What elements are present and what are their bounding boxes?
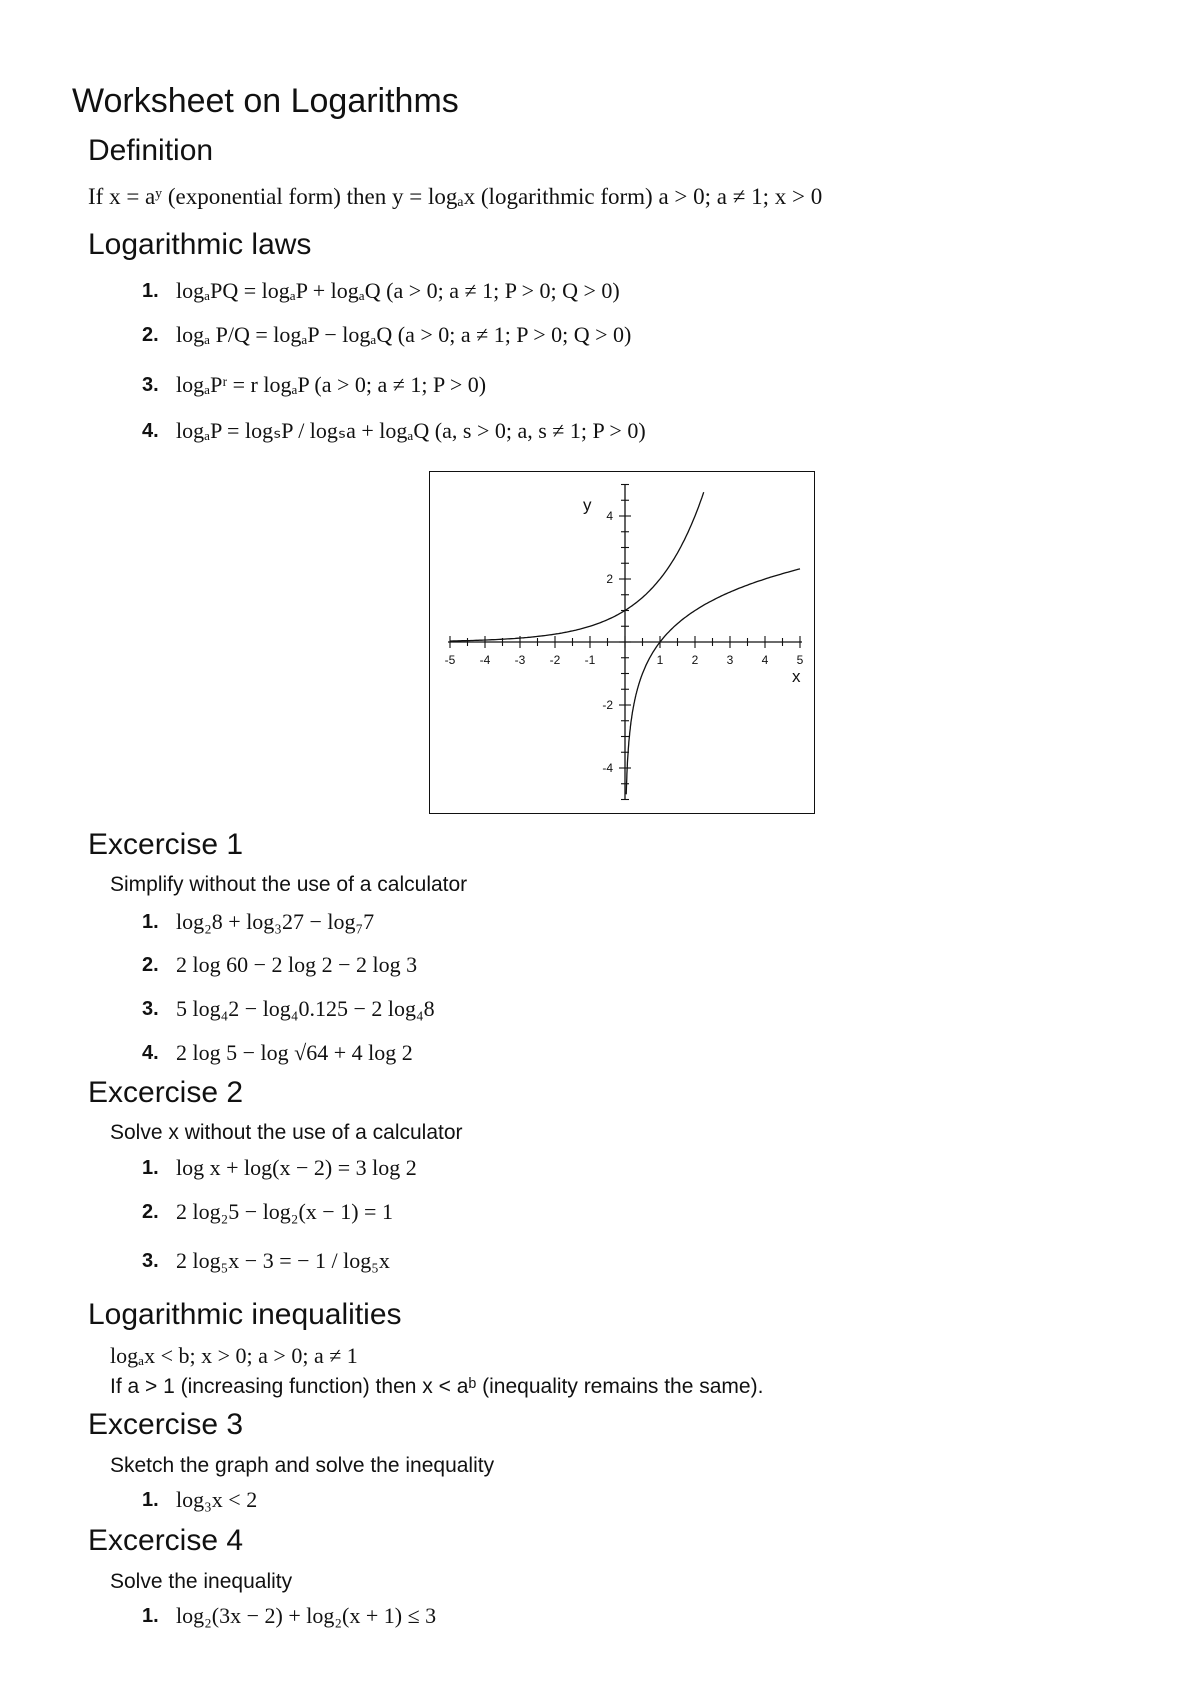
- law-expression: logₐ P/Q = logₐP − logₐQ (a > 0; a ≠ 1; P > 0; Q > 0): [176, 322, 632, 347]
- exercise1-item: [142, 1040, 413, 1066]
- law-number: 4.: [142, 419, 159, 442]
- laws-heading: Logarithmic laws: [88, 228, 312, 261]
- inequalities-rule: logₐx < b; x > 0; a > 0; a ≠ 1: [110, 1343, 358, 1368]
- exercise1-instruction: Simplify without the use of a calculator: [110, 873, 468, 896]
- item-number: 1.: [142, 1604, 159, 1627]
- item-number: 1.: [142, 1156, 159, 1179]
- exercise4-instruction: Solve the inequality: [110, 1570, 293, 1593]
- exercise1-item: [142, 952, 417, 978]
- x-tick-label: 2: [691, 653, 699, 667]
- exercise3-instruction: Sketch the graph and solve the inequality: [110, 1454, 495, 1477]
- item-expression: 2 log₂5 − log₂(x − 1) = 1: [176, 1199, 393, 1224]
- exercise2-item: [142, 1199, 393, 1225]
- logarithmic-curve: [626, 569, 800, 794]
- y-tick-label: -4: [602, 761, 613, 775]
- item-expression: 2 log 60 − 2 log 2 − 2 log 3: [176, 952, 418, 977]
- exercise3-heading: Excercise 3: [88, 1408, 244, 1441]
- exercise2-item: [142, 1248, 390, 1274]
- item-expression: 5 log₄2 − log₄0.125 − 2 log₄8: [176, 996, 435, 1021]
- item-number: 2.: [142, 953, 159, 976]
- x-tick-label: 5: [796, 653, 804, 667]
- x-tick-label: -5: [444, 653, 456, 667]
- exercise1-item: [142, 996, 435, 1022]
- y-tick-label: 4: [606, 509, 613, 523]
- graph-canvas: [430, 472, 816, 815]
- law-number: 3.: [142, 373, 159, 396]
- law-item: [142, 418, 646, 444]
- law-expression: logₐPʳ = r logₐP (a > 0; a ≠ 1; P > 0): [176, 372, 487, 397]
- item-number: 3.: [142, 997, 159, 1020]
- exercise3-item: [142, 1487, 257, 1513]
- item-number: 2.: [142, 1200, 159, 1223]
- y-tick-label: 2: [606, 572, 613, 586]
- exponential-curve: [450, 492, 704, 641]
- exercise2-heading: Excercise 2: [88, 1076, 244, 1109]
- item-number: 3.: [142, 1249, 159, 1272]
- law-item: [142, 372, 486, 398]
- x-tick-label: -4: [479, 653, 491, 667]
- page-title: Worksheet on Logarithms: [72, 82, 459, 120]
- exercise4-heading: Excercise 4: [88, 1524, 244, 1557]
- law-expression: logₐPQ = logₐP + logₐQ (a > 0; a ≠ 1; P > 0; Q > 0): [176, 278, 620, 303]
- definition-text: If x = aʸ (exponential form) then y = logₐx (logarithmic form) a > 0; a ≠ 1; x > 0: [88, 184, 823, 209]
- law-number: 2.: [142, 323, 159, 346]
- item-expression: log₃x < 2: [176, 1487, 258, 1512]
- log-exp-graph: [429, 471, 815, 814]
- inequalities-heading: Logarithmic inequalities: [88, 1298, 402, 1331]
- item-number: 1.: [142, 1488, 159, 1511]
- inequalities-note: If a > 1 (increasing function) then x < aᵇ (inequality remains the same).: [110, 1375, 764, 1398]
- law-number: 1.: [142, 279, 159, 302]
- y-tick-label: -2: [602, 698, 613, 712]
- law-expression: logₐP = logₛP / logₛa + logₐQ (a, s > 0; a, s ≠ 1; P > 0): [176, 418, 646, 443]
- x-tick-label: 4: [761, 653, 769, 667]
- law-item: [142, 278, 620, 304]
- item-number: 1.: [142, 910, 159, 933]
- definition-heading: Definition: [88, 134, 214, 167]
- x-axis-label: x: [792, 667, 801, 686]
- y-axis-label: y: [583, 495, 592, 515]
- x-tick-label: -2: [549, 653, 561, 667]
- item-number: 4.: [142, 1041, 159, 1064]
- exercise2-instruction: Solve x without the use of a calculator: [110, 1121, 463, 1144]
- x-tick-label: 1: [656, 653, 664, 667]
- exercise1-item: [142, 909, 374, 935]
- law-item: [142, 322, 631, 348]
- item-expression: 2 log 5 − log √64 + 4 log 2: [176, 1040, 413, 1065]
- x-tick-label: -1: [584, 653, 596, 667]
- item-expression: log x + log(x − 2) = 3 log 2: [176, 1155, 417, 1180]
- x-tick-label: -3: [514, 653, 526, 667]
- item-expression: 2 log₅x − 3 = − 1 / log₅x: [176, 1248, 390, 1273]
- exercise4-item: [142, 1603, 436, 1629]
- item-expression: log₂8 + log₃27 − log₇7: [176, 909, 375, 934]
- item-expression: log₂(3x − 2) + log₂(x + 1) ≤ 3: [176, 1603, 437, 1628]
- x-tick-label: 3: [726, 653, 734, 667]
- exercise1-heading: Excercise 1: [88, 828, 244, 861]
- exercise2-item: [142, 1155, 417, 1181]
